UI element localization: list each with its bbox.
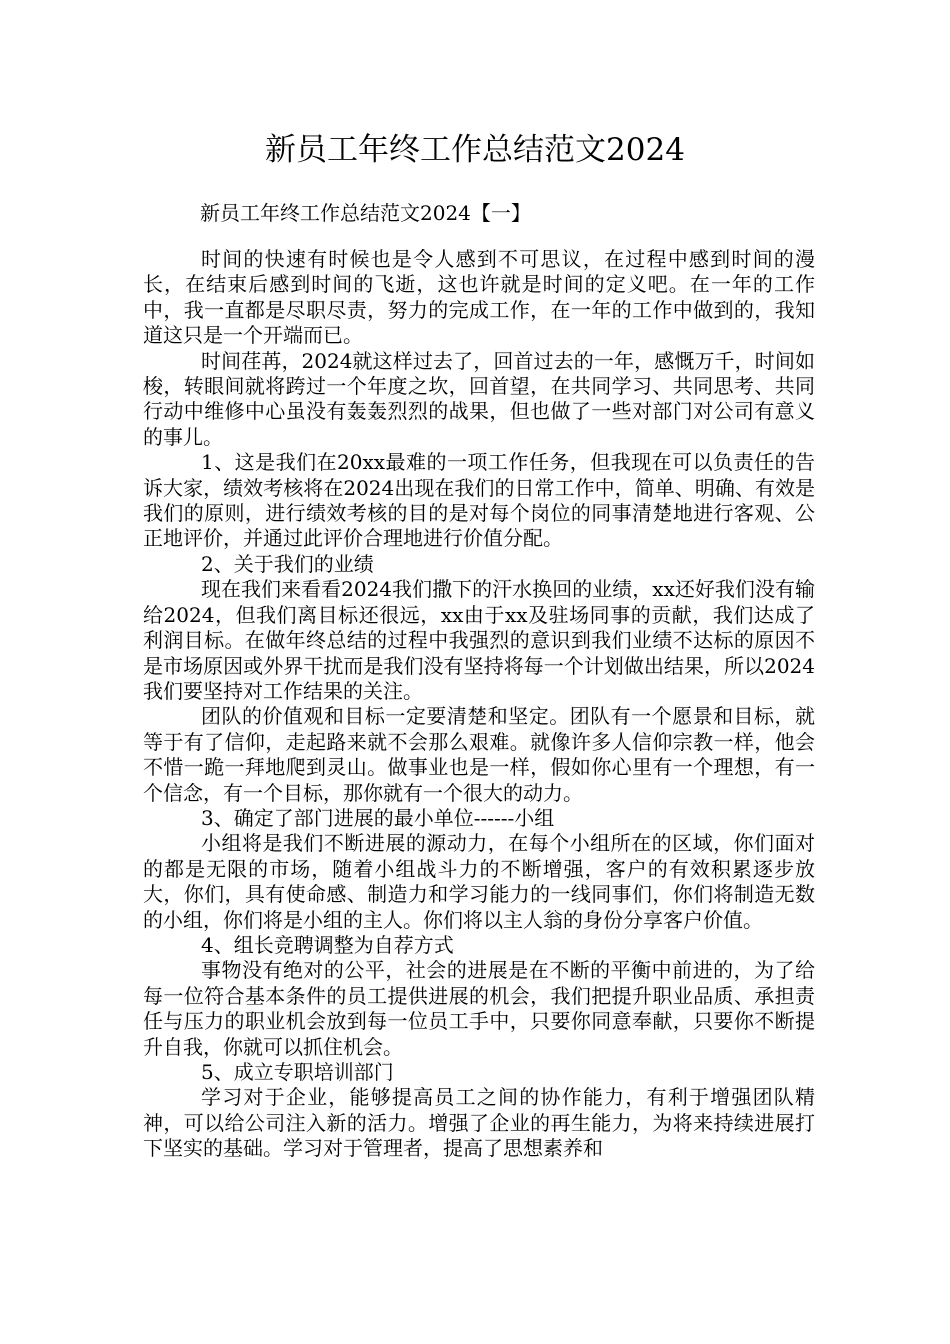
paragraph: 现在我们来看看2024我们撒下的汗水换回的业绩，xx还好我们没有输给2024，但我们离目标还很远，xx由于xx及驻场同事的贡献，我们达成了利润目标。在做年终总结的过程中我强烈的意识到我们业绩不达标的原因不是市场原因或外界干扰而是我们没有坚持将每一个计划做出结果，所以2024我们要坚持对工作结果的关注。 — [143, 577, 815, 703]
paragraph: 时间荏苒，2024就这样过去了，回首过去的一年，感慨万千，时间如梭，转眼间就将跨过一个年度之坎，回首望，在共同学习、共同思考、共同行动中维修中心虽没有轰轰烈烈的战果，但也做了一些对部门对公司有意义的事儿。 — [143, 348, 815, 449]
subheading: 3、确定了部门进展的最小单位------小组 — [201, 805, 555, 830]
paragraph: 团队的价值观和目标一定要清楚和坚定。团队有一个愿景和目标，就等于有了信仰，走起路来就不会那么艰难。就像许多人信仰宗教一样，他会不惜一跪一拜地爬到灵山。做事业也是一样，假如你心里有一个理想，有一个信念，有一个目标，那你就有一个很大的动力。 — [143, 704, 815, 805]
paragraph: 学习对于企业，能够提高员工之间的协作能力，有利于增强团队精神，可以给公司注入新的活力。增强了企业的再生能力，为将来持续进展打下坚实的基础。学习对于管理者，提高了思想素养和 — [143, 1085, 815, 1161]
paragraph: 事物没有绝对的公平，社会的进展是在不断的平衡中前进的，为了给每一位符合基本条件的员工提供进展的机会，我们把提升职业品质、承担责任与压力的职业机会放到每一位员工手中，只要你同意奉献，只要你不断提升自我，你就可以抓住机会。 — [143, 958, 815, 1059]
document-title: 新员工年终工作总结范文2024 — [265, 132, 685, 168]
subheading: 4、组长竞聘调整为自荐方式 — [201, 932, 454, 957]
paragraph: 时间的快速有时候也是令人感到不可思议，在过程中感到时间的漫长，在结束后感到时间的飞逝，这也许就是时间的定义吧。在一年的工作中，我一直都是尽职尽责，努力的完成工作，在一年的工作中做到的，我知道这只是一个开端而已。 — [143, 247, 815, 348]
section-heading: 新员工年终工作总结范文2024【一】 — [200, 201, 531, 225]
subheading: 2、关于我们的业绩 — [201, 551, 374, 576]
document-body — [143, 247, 815, 1162]
paragraph: 1、这是我们在20xx最难的一项工作任务，但我现在可以负责任的告诉大家，绩效考核将在2024出现在我们的日常工作中，简单、明确、有效是我们的原则，进行绩效考核的目的是对每个岗位的同事清楚地进行客观、公正地评价，并通过此评价合理地进行价值分配。 — [143, 450, 815, 551]
subheading: 5、成立专职培训部门 — [201, 1060, 394, 1084]
paragraph: 小组将是我们不断进展的源动力，在每个小组所在的区域，你们面对的都是无限的市场，随着小组战斗力的不断增强，客户的有效积累逐步放大，你们，具有使命感、制造力和学习能力的一线同事们，你们将制造无数的小组，你们将是小组的主人。你们将以主人翁的身份分享客户价值。 — [143, 831, 815, 932]
